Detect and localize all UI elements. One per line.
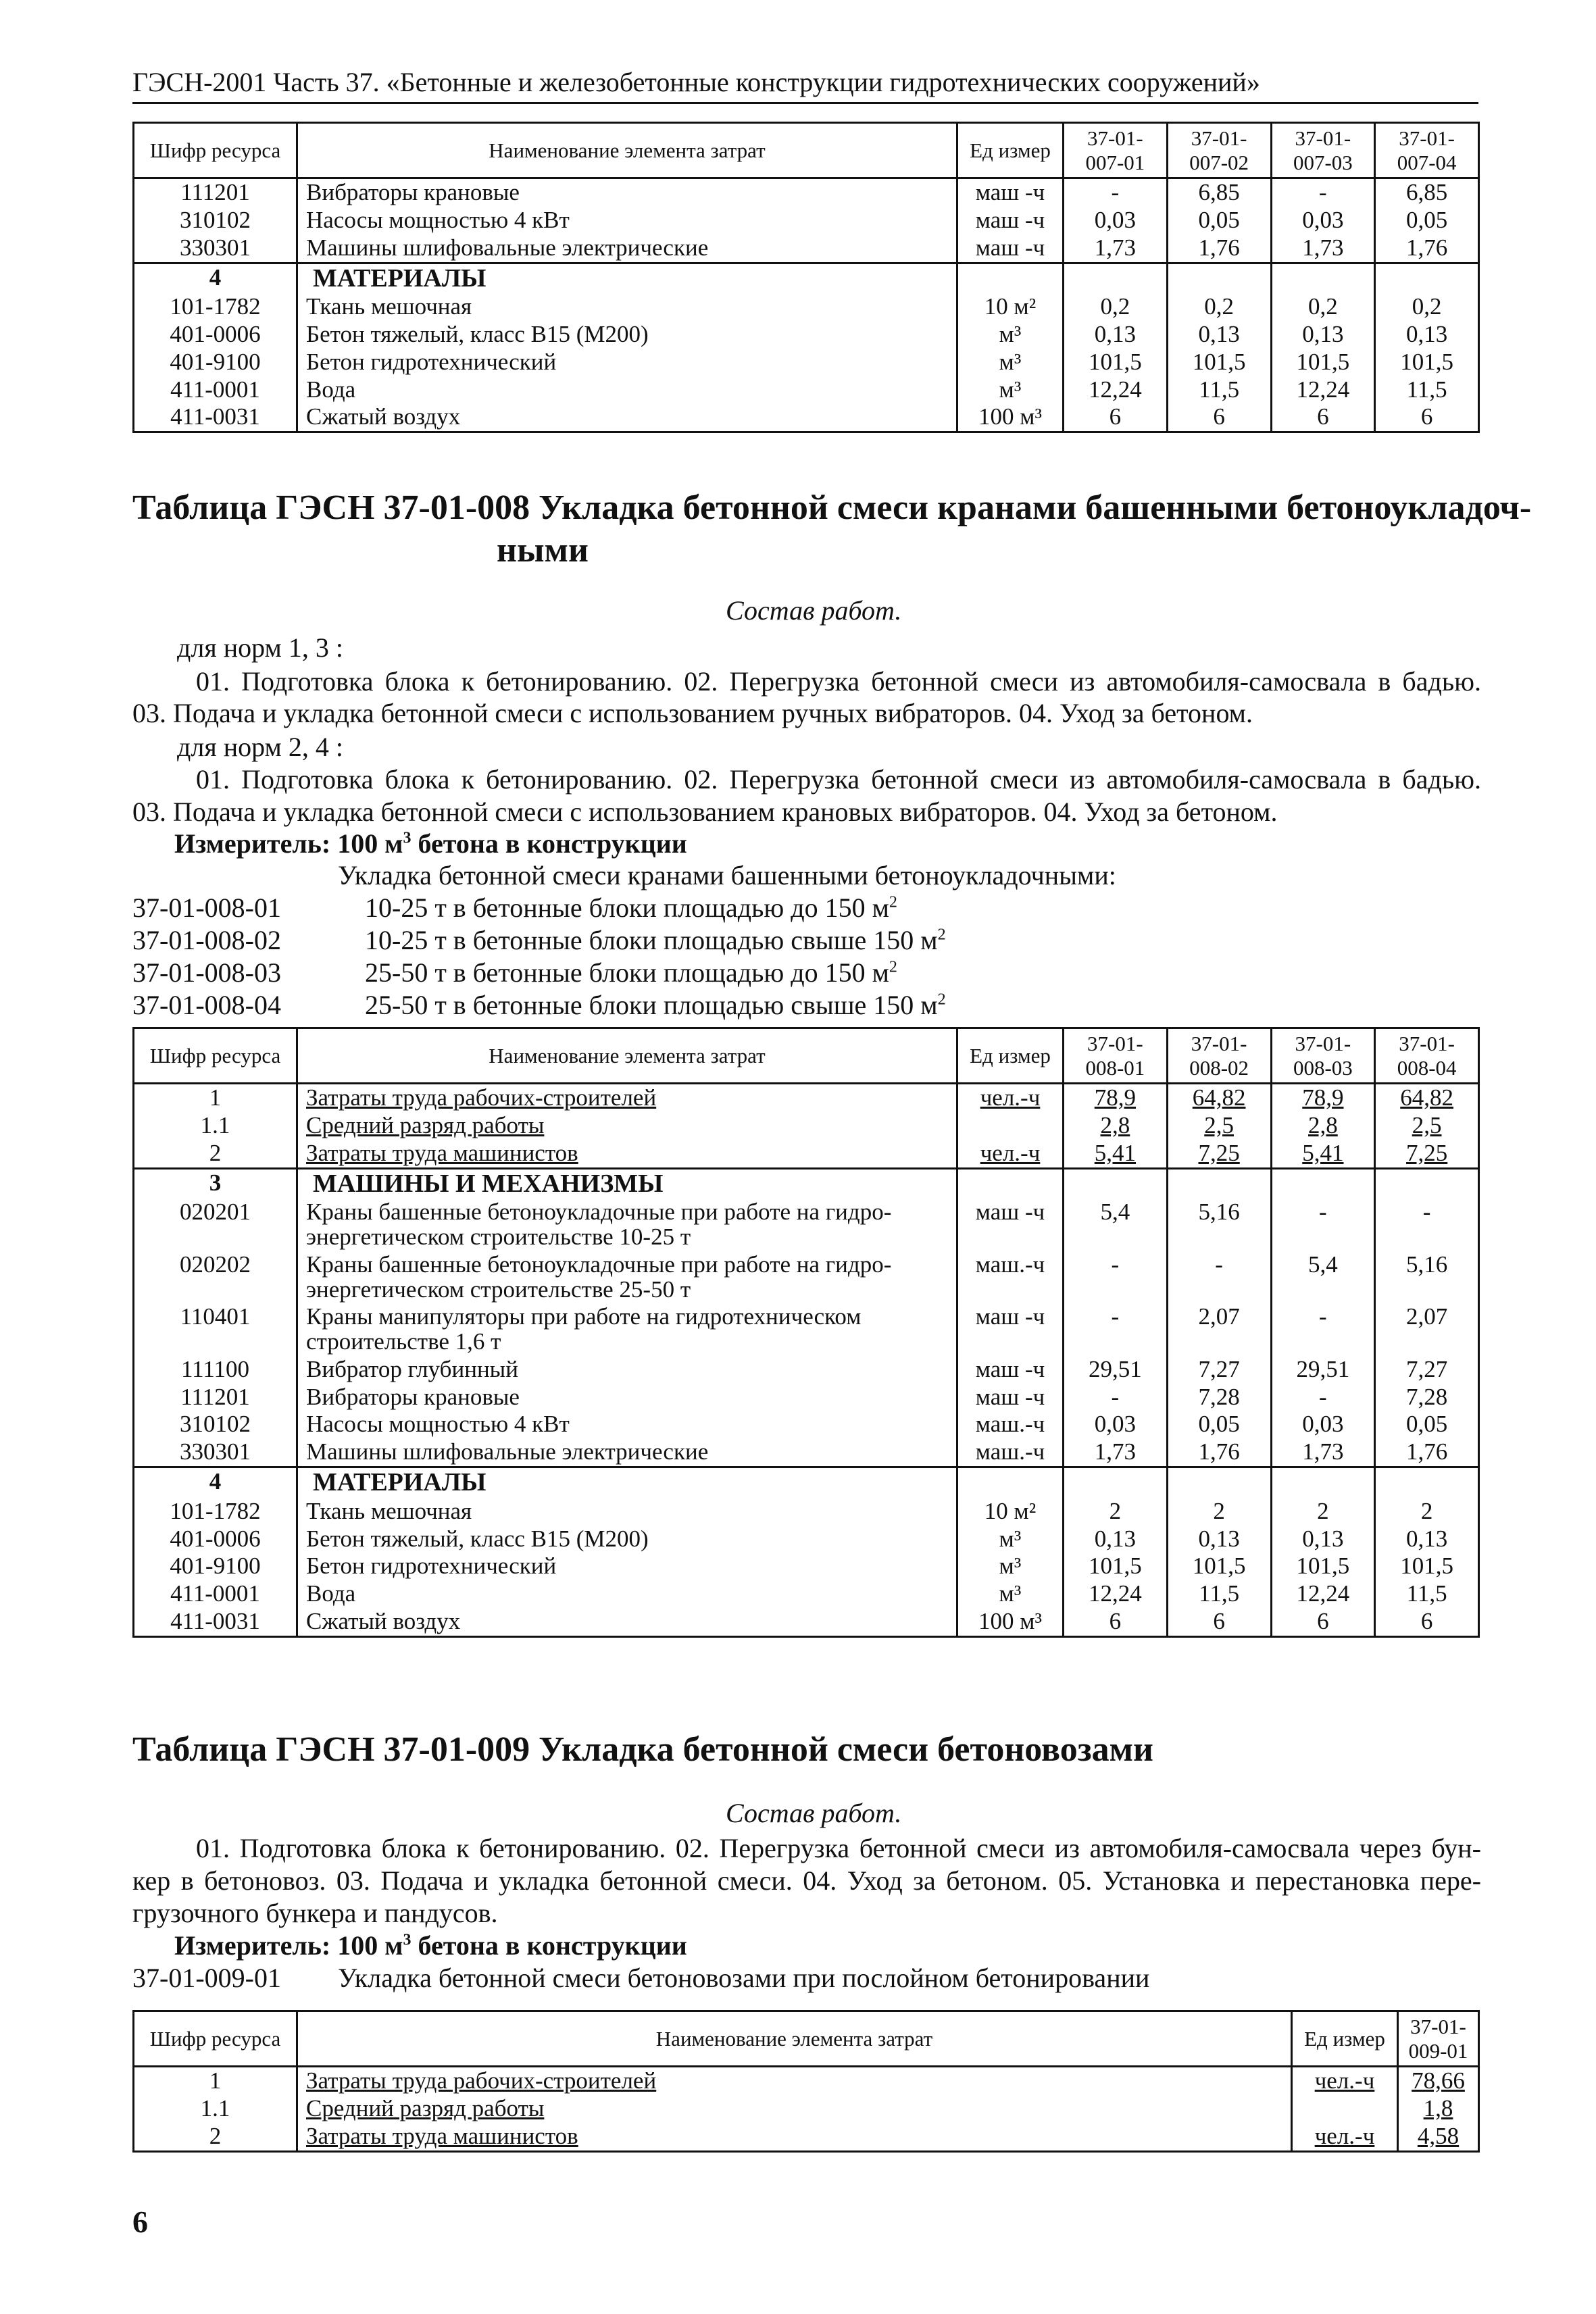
norm-value bbox=[1064, 1467, 1168, 1497]
resource-name: Сжатый воздух bbox=[297, 1608, 957, 1636]
page-number: 6 bbox=[132, 2205, 148, 2239]
resource-code: 411-0031 bbox=[134, 1608, 297, 1636]
resource-code: 020202 bbox=[134, 1251, 297, 1304]
resource-name: Краны башенные бетоноукладочные при работе на гидро-энергетическом строительстве 10-25 т bbox=[297, 1199, 957, 1251]
norm-value: - bbox=[1271, 178, 1375, 207]
norm-value: 101,5 bbox=[1271, 349, 1375, 376]
column-header-name: Наименование элемента затрат bbox=[297, 1028, 957, 1084]
resource-unit: маш.-ч bbox=[957, 1411, 1064, 1438]
resource-code: 4 bbox=[134, 1467, 297, 1497]
resource-name: МАШИНЫ И МЕХАНИЗМЫ bbox=[297, 1168, 957, 1199]
norm-value: 101,5 bbox=[1064, 349, 1168, 376]
norm-value: 12,24 bbox=[1064, 376, 1168, 404]
column-header-name: Наименование элемента затрат bbox=[297, 2011, 1292, 2067]
resource-unit: м³ bbox=[957, 321, 1064, 349]
resource-name: Бетон тяжелый, класс В15 (М200) bbox=[297, 1526, 957, 1553]
column-header-norm: 37-01- 007-04 bbox=[1375, 123, 1479, 178]
variant-heading: Укладка бетонной смеси кранами башенными бетоноукладочными: bbox=[338, 860, 1116, 890]
resource-code: 2 bbox=[134, 1140, 297, 1168]
resource-unit: маш -ч bbox=[957, 1384, 1064, 1411]
work-composition-label: Состав работ. bbox=[726, 1798, 902, 1828]
table-header-row bbox=[134, 1028, 1479, 1084]
resource-code: 401-0006 bbox=[134, 321, 297, 349]
norm-value: 0,03 bbox=[1064, 207, 1168, 234]
norm-value bbox=[1375, 263, 1479, 293]
norm-value: 2,5 bbox=[1375, 1112, 1479, 1140]
norm-value: 4,58 bbox=[1398, 2123, 1479, 2151]
norm-value: 7,28 bbox=[1167, 1384, 1271, 1411]
resource-unit: маш -ч bbox=[957, 178, 1064, 207]
resource-unit: чел.-ч bbox=[957, 1140, 1064, 1168]
resource-unit: м³ bbox=[957, 1580, 1064, 1608]
resource-name: Бетон гидротехнический bbox=[297, 349, 957, 376]
resource-name: Насосы мощностью 4 кВт bbox=[297, 1411, 957, 1438]
norm-value: 12,24 bbox=[1064, 1580, 1168, 1608]
norm-value: 5,4 bbox=[1271, 1251, 1375, 1304]
resource-code: 401-9100 bbox=[134, 349, 297, 376]
norm-value: 1,8 bbox=[1398, 2095, 1479, 2123]
resource-code: 411-0031 bbox=[134, 403, 297, 432]
column-header-norm: 37-01- 007-02 bbox=[1167, 123, 1271, 178]
norm-value: 29,51 bbox=[1064, 1356, 1168, 1384]
norm-value: 6,85 bbox=[1375, 178, 1479, 207]
resource-unit: м³ bbox=[957, 1553, 1064, 1580]
work-description-2b: 03. Подача и укладка бетонной смеси с использованием крановых вибраторов. 04. Уход за бетоном. bbox=[132, 797, 1278, 827]
page-header: ГЭСН-2001 Часть 37. «Бетонные и железобетонные конструкции гидротехнических сооружений» bbox=[132, 66, 1478, 104]
norms-note-1-3: для норм 1, 3 : bbox=[177, 632, 343, 663]
norm-value: - bbox=[1064, 1251, 1168, 1304]
resource-code: 101-1782 bbox=[134, 293, 297, 321]
norm-value: 5,16 bbox=[1167, 1199, 1271, 1251]
resource-name: Машины шлифовальные электрические bbox=[297, 1438, 957, 1467]
norm-value: 0,13 bbox=[1375, 321, 1479, 349]
resource-unit: маш -ч bbox=[957, 1199, 1064, 1251]
variant-text: 10-25 т в бетонные блоки площадью до 150 $м^2$ bbox=[365, 892, 897, 923]
table-row bbox=[134, 1498, 1479, 1526]
norm-value bbox=[1167, 1467, 1271, 1497]
resource-name: Машины шлифовальные электрические bbox=[297, 234, 957, 263]
table-row bbox=[134, 1251, 1479, 1304]
norm-value: - bbox=[1064, 1303, 1168, 1356]
norm-value: 101,5 bbox=[1375, 1553, 1479, 1580]
resource-unit: маш -ч bbox=[957, 1356, 1064, 1384]
norm-value bbox=[1167, 1168, 1271, 1199]
norm-value: 0,13 bbox=[1167, 1526, 1271, 1553]
norm-value: 0,13 bbox=[1271, 321, 1375, 349]
norm-value: 7,27 bbox=[1167, 1356, 1271, 1384]
resource-name: МАТЕРИАЛЫ bbox=[297, 263, 957, 293]
resource-name: Бетон гидротехнический bbox=[297, 1553, 957, 1580]
norm-value: 6 bbox=[1167, 1608, 1271, 1636]
resource-code: 1.1 bbox=[134, 2095, 297, 2123]
norm-value: 6,85 bbox=[1167, 178, 1271, 207]
resource-name: Вода bbox=[297, 1580, 957, 1608]
variant-text: 25-50 т в бетонные блоки площадью до 150 $м^2$ bbox=[365, 957, 897, 988]
column-header-norm: 37-01- 009-01 bbox=[1398, 2011, 1479, 2067]
norm-value: 101,5 bbox=[1167, 1553, 1271, 1580]
norm-value: 2,07 bbox=[1167, 1303, 1271, 1356]
resource-unit: 100 м³ bbox=[957, 1608, 1064, 1636]
resource-unit bbox=[957, 1168, 1064, 1199]
norm-value: 0,2 bbox=[1271, 293, 1375, 321]
resource-name: Затраты труда машинистов bbox=[297, 1140, 957, 1168]
norm-value: 0,13 bbox=[1271, 1526, 1375, 1553]
resource-code: 111100 bbox=[134, 1356, 297, 1384]
norm-value: 11,5 bbox=[1375, 1580, 1479, 1608]
resource-unit: 10 м² bbox=[957, 1498, 1064, 1526]
resource-unit: чел.-ч bbox=[1292, 2067, 1398, 2095]
resource-code: 3 bbox=[134, 1168, 297, 1199]
table-row bbox=[134, 321, 1479, 349]
table-row bbox=[134, 1303, 1479, 1356]
resource-code: 2 bbox=[134, 2123, 297, 2151]
table-title-008-cont: ными bbox=[497, 531, 589, 570]
measure-unit-008: Измеритель: 100 $м^3$ бетона в конструкции bbox=[174, 828, 687, 859]
table-row bbox=[134, 1356, 1479, 1384]
resource-unit bbox=[957, 1467, 1064, 1497]
norm-value: 0,13 bbox=[1064, 321, 1168, 349]
resource-name: Краны башенные бетоноукладочные при работе на гидро-энергетическом строительстве 25-50 т bbox=[297, 1251, 957, 1304]
norm-value: 0,03 bbox=[1064, 1411, 1168, 1438]
norm-value: 6 bbox=[1271, 1608, 1375, 1636]
column-header-norm: 37-01- 008-03 bbox=[1271, 1028, 1375, 1084]
norm-value: 2,8 bbox=[1064, 1112, 1168, 1140]
resource-name: Вода bbox=[297, 376, 957, 404]
norm-value: 0,2 bbox=[1167, 293, 1271, 321]
resource-code: 411-0001 bbox=[134, 1580, 297, 1608]
norm-value: 1,73 bbox=[1064, 1438, 1168, 1467]
resource-name: Краны манипуляторы при работе на гидротехническом строительстве 1,6 т bbox=[297, 1303, 957, 1356]
resource-unit bbox=[1292, 2095, 1398, 2123]
work-description-009-1: 01. Подготовка блока к бетонированию. 02. Перегрузка бетонной смеси из автомобиля-самосвала через бун- bbox=[196, 1833, 1481, 1863]
norm-value: 6 bbox=[1375, 1608, 1479, 1636]
norm-value: 64,82 bbox=[1167, 1084, 1271, 1112]
norm-value: 0,05 bbox=[1167, 1411, 1271, 1438]
norm-value bbox=[1064, 263, 1168, 293]
resource-unit: 10 м² bbox=[957, 293, 1064, 321]
norm-value: 2 bbox=[1064, 1498, 1168, 1526]
norm-value: 6 bbox=[1064, 403, 1168, 432]
table-row bbox=[134, 178, 1479, 207]
norm-value: 2,07 bbox=[1375, 1303, 1479, 1356]
column-header-unit: Ед измер bbox=[957, 1028, 1064, 1084]
table-row bbox=[134, 2123, 1479, 2151]
norm-value: 101,5 bbox=[1064, 1553, 1168, 1580]
norm-value: 78,9 bbox=[1271, 1084, 1375, 1112]
resource-code: 310102 bbox=[134, 1411, 297, 1438]
resource-table-007 bbox=[132, 122, 1480, 433]
column-header-code: Шифр ресурса bbox=[134, 123, 297, 178]
norm-value: 11,5 bbox=[1375, 376, 1479, 404]
norm-value: 6 bbox=[1271, 403, 1375, 432]
resource-code: 310102 bbox=[134, 207, 297, 234]
resource-code: 020201 bbox=[134, 1199, 297, 1251]
table-row bbox=[134, 1112, 1479, 1140]
resource-unit: м³ bbox=[957, 349, 1064, 376]
norm-value bbox=[1375, 1168, 1479, 1199]
table-row bbox=[134, 1608, 1479, 1636]
resource-unit: маш -ч bbox=[957, 234, 1064, 263]
norm-value: 2 bbox=[1167, 1498, 1271, 1526]
work-composition-label: Состав работ. bbox=[726, 595, 902, 626]
table-row bbox=[134, 2067, 1479, 2095]
norm-value: 2,8 bbox=[1271, 1112, 1375, 1140]
variant-code: 37-01-008-02 bbox=[132, 925, 281, 955]
resource-unit bbox=[957, 1112, 1064, 1140]
section-row bbox=[134, 263, 1479, 293]
resource-name: Ткань мешочная bbox=[297, 1498, 957, 1526]
variant-text: 10-25 т в бетонные блоки площадью свыше 150 $м^2$ bbox=[365, 925, 946, 955]
resource-code: 1.1 bbox=[134, 1112, 297, 1140]
norm-value bbox=[1167, 263, 1271, 293]
column-header-unit: Ед измер bbox=[1292, 2011, 1398, 2067]
norm-value: 1,76 bbox=[1167, 1438, 1271, 1467]
norm-value: - bbox=[1375, 1199, 1479, 1251]
column-header-code: Шифр ресурса bbox=[134, 1028, 297, 1084]
norm-value: 6 bbox=[1375, 403, 1479, 432]
resource-code: 411-0001 bbox=[134, 376, 297, 404]
resource-name: Вибратор глубинный bbox=[297, 1356, 957, 1384]
table-row bbox=[134, 293, 1479, 321]
norm-value: 0,05 bbox=[1167, 207, 1271, 234]
resource-name: Затраты труда рабочих-строителей bbox=[297, 1084, 957, 1112]
column-header-norm: 37-01- 007-01 bbox=[1064, 123, 1168, 178]
norm-value: 11,5 bbox=[1167, 1580, 1271, 1608]
measure-unit-009: Измеритель: 100 $м^3$ бетона в конструкции bbox=[174, 1930, 687, 1961]
table-row bbox=[134, 2095, 1479, 2123]
column-header-unit: Ед измер bbox=[957, 123, 1064, 178]
resource-name: Ткань мешочная bbox=[297, 293, 957, 321]
resource-unit: чел.-ч bbox=[957, 1084, 1064, 1112]
norm-value: - bbox=[1064, 1384, 1168, 1411]
resource-unit: маш -ч bbox=[957, 1303, 1064, 1356]
resource-name: МАТЕРИАЛЫ bbox=[297, 1467, 957, 1497]
norm-value: 12,24 bbox=[1271, 1580, 1375, 1608]
norm-value: 2 bbox=[1375, 1498, 1479, 1526]
resource-unit: м³ bbox=[957, 1526, 1064, 1553]
variant-text: 25-50 т в бетонные блоки площадью свыше 150 $м^2$ bbox=[365, 990, 946, 1020]
norm-value: 0,05 bbox=[1375, 1411, 1479, 1438]
column-header-norm: 37-01- 008-04 bbox=[1375, 1028, 1479, 1084]
table-header-row bbox=[134, 123, 1479, 178]
table-row bbox=[134, 403, 1479, 432]
norm-value: 1,76 bbox=[1167, 234, 1271, 263]
norm-value: 78,66 bbox=[1398, 2067, 1479, 2095]
resource-name: Насосы мощностью 4 кВт bbox=[297, 207, 957, 234]
norm-value bbox=[1271, 1168, 1375, 1199]
resource-code: 111201 bbox=[134, 178, 297, 207]
table-row bbox=[134, 1084, 1479, 1112]
norm-value: - bbox=[1271, 1303, 1375, 1356]
table-row bbox=[134, 1411, 1479, 1438]
column-header-norm: 37-01- 008-02 bbox=[1167, 1028, 1271, 1084]
table-title-009: Таблица ГЭСН 37-01-009 Укладка бетонной смеси бетоновозами bbox=[132, 1730, 1153, 1769]
table-title-008: Таблица ГЭСН 37-01-008 Укладка бетонной смеси кранами башенными бетоноукладоч- bbox=[132, 488, 1532, 527]
resource-unit: м³ bbox=[957, 376, 1064, 404]
norm-value bbox=[1271, 1467, 1375, 1497]
work-description-009-2: кер в бетоновоз. 03. Подача и укладка бетонной смеси. 04. Уход за бетоном. 05. Установка и перестановка пере- bbox=[132, 1865, 1481, 1896]
norm-value: 0,13 bbox=[1167, 321, 1271, 349]
norm-value: 1,73 bbox=[1271, 1438, 1375, 1467]
norm-value: 1,76 bbox=[1375, 1438, 1479, 1467]
table-row bbox=[134, 1553, 1479, 1580]
norms-note-2-4: для норм 2, 4 : bbox=[177, 732, 343, 762]
resource-code: 110401 bbox=[134, 1303, 297, 1356]
table-row bbox=[134, 376, 1479, 404]
norm-value: 0,13 bbox=[1375, 1526, 1479, 1553]
variant-code: 37-01-008-03 bbox=[132, 957, 281, 988]
norm-value: 1,76 bbox=[1375, 234, 1479, 263]
column-header-code: Шифр ресурса bbox=[134, 2011, 297, 2067]
resource-code: 101-1782 bbox=[134, 1498, 297, 1526]
norm-value bbox=[1064, 1168, 1168, 1199]
norm-value: 6 bbox=[1167, 403, 1271, 432]
variant-code: 37-01-008-04 bbox=[132, 990, 281, 1020]
work-description-1b: 03. Подача и укладка бетонной смеси с использованием ручных вибраторов. 04. Уход за бетоном. bbox=[132, 698, 1253, 728]
norm-value: 2,5 bbox=[1167, 1112, 1271, 1140]
column-header-norm: 37-01- 008-01 bbox=[1064, 1028, 1168, 1084]
work-description-009-3: грузочного бункера и пандусов. bbox=[132, 1898, 498, 1928]
table-row bbox=[134, 207, 1479, 234]
norm-value: 64,82 bbox=[1375, 1084, 1479, 1112]
norm-value: 1,73 bbox=[1064, 234, 1168, 263]
norm-value: 0,13 bbox=[1064, 1526, 1168, 1553]
table-row bbox=[134, 234, 1479, 263]
norm-value: 0,03 bbox=[1271, 207, 1375, 234]
norm-value: 29,51 bbox=[1271, 1356, 1375, 1384]
norm-value: 101,5 bbox=[1167, 349, 1271, 376]
work-description-2a: 01. Подготовка блока к бетонированию. 02. Перегрузка бетонной смеси из автомобиля-самосвала в бадью. bbox=[196, 764, 1481, 795]
resource-table-008 bbox=[132, 1027, 1480, 1638]
resource-name: Затраты труда машинистов bbox=[297, 2123, 1292, 2151]
column-header-name: Наименование элемента затрат bbox=[297, 123, 957, 178]
variant-text: Укладка бетонной смеси бетоновозами при послойном бетонировании bbox=[338, 1963, 1150, 1993]
table-row bbox=[134, 1580, 1479, 1608]
table-row bbox=[134, 1384, 1479, 1411]
variant-code: 37-01-009-01 bbox=[132, 1963, 281, 1993]
table-header-row bbox=[134, 2011, 1479, 2067]
norm-value: 101,5 bbox=[1271, 1553, 1375, 1580]
resource-table-009 bbox=[132, 2010, 1480, 2153]
resource-code: 401-9100 bbox=[134, 1553, 297, 1580]
table-row bbox=[134, 1199, 1479, 1251]
norm-value: - bbox=[1271, 1199, 1375, 1251]
table-row bbox=[134, 1140, 1479, 1168]
norm-value: 7,25 bbox=[1375, 1140, 1479, 1168]
norm-value: 7,27 bbox=[1375, 1356, 1479, 1384]
section-row bbox=[134, 1467, 1479, 1497]
norm-value: 11,5 bbox=[1167, 376, 1271, 404]
resource-unit bbox=[957, 263, 1064, 293]
norm-value: 101,5 bbox=[1375, 349, 1479, 376]
table-row bbox=[134, 1526, 1479, 1553]
resource-name: Затраты труда рабочих-строителей bbox=[297, 2067, 1292, 2095]
resource-code: 1 bbox=[134, 2067, 297, 2095]
norm-value: - bbox=[1271, 1384, 1375, 1411]
norm-value: - bbox=[1167, 1251, 1271, 1304]
table-row bbox=[134, 1438, 1479, 1467]
norm-value: 7,28 bbox=[1375, 1384, 1479, 1411]
norm-value: 5,41 bbox=[1064, 1140, 1168, 1168]
resource-name: Бетон тяжелый, класс В15 (М200) bbox=[297, 321, 957, 349]
norm-value: 5,16 bbox=[1375, 1251, 1479, 1304]
norm-value: 2 bbox=[1271, 1498, 1375, 1526]
column-header-norm: 37-01- 007-03 bbox=[1271, 123, 1375, 178]
resource-unit: маш -ч bbox=[957, 207, 1064, 234]
resource-name: Вибраторы крановые bbox=[297, 178, 957, 207]
resource-code: 401-0006 bbox=[134, 1526, 297, 1553]
norm-value: 5,4 bbox=[1064, 1199, 1168, 1251]
norm-value: - bbox=[1064, 178, 1168, 207]
norm-value: 0,03 bbox=[1271, 1411, 1375, 1438]
norm-value: 6 bbox=[1064, 1608, 1168, 1636]
norm-value: 0,2 bbox=[1375, 293, 1479, 321]
resource-code: 111201 bbox=[134, 1384, 297, 1411]
resource-name: Вибраторы крановые bbox=[297, 1384, 957, 1411]
resource-name: Сжатый воздух bbox=[297, 403, 957, 432]
norm-value: 0,2 bbox=[1064, 293, 1168, 321]
norm-value: 0,05 bbox=[1375, 207, 1479, 234]
section-row bbox=[134, 1168, 1479, 1199]
norm-value: 1,73 bbox=[1271, 234, 1375, 263]
resource-name: Средний разряд работы bbox=[297, 1112, 957, 1140]
resource-unit: маш.-ч bbox=[957, 1438, 1064, 1467]
resource-code: 4 bbox=[134, 263, 297, 293]
variant-code: 37-01-008-01 bbox=[132, 892, 281, 923]
resource-name: Средний разряд работы bbox=[297, 2095, 1292, 2123]
work-description-1a: 01. Подготовка блока к бетонированию. 02. Перегрузка бетонной смеси из автомобиля-самосвала в бадью. bbox=[196, 666, 1481, 697]
resource-unit: чел.-ч bbox=[1292, 2123, 1398, 2151]
table-row bbox=[134, 349, 1479, 376]
resource-unit: 100 м³ bbox=[957, 403, 1064, 432]
norm-value bbox=[1375, 1467, 1479, 1497]
resource-code: 330301 bbox=[134, 1438, 297, 1467]
resource-code: 330301 bbox=[134, 234, 297, 263]
norm-value: 12,24 bbox=[1271, 376, 1375, 404]
norm-value: 7,25 bbox=[1167, 1140, 1271, 1168]
norm-value bbox=[1271, 263, 1375, 293]
norm-value: 5,41 bbox=[1271, 1140, 1375, 1168]
norm-value: 78,9 bbox=[1064, 1084, 1168, 1112]
resource-unit: маш.-ч bbox=[957, 1251, 1064, 1304]
resource-code: 1 bbox=[134, 1084, 297, 1112]
